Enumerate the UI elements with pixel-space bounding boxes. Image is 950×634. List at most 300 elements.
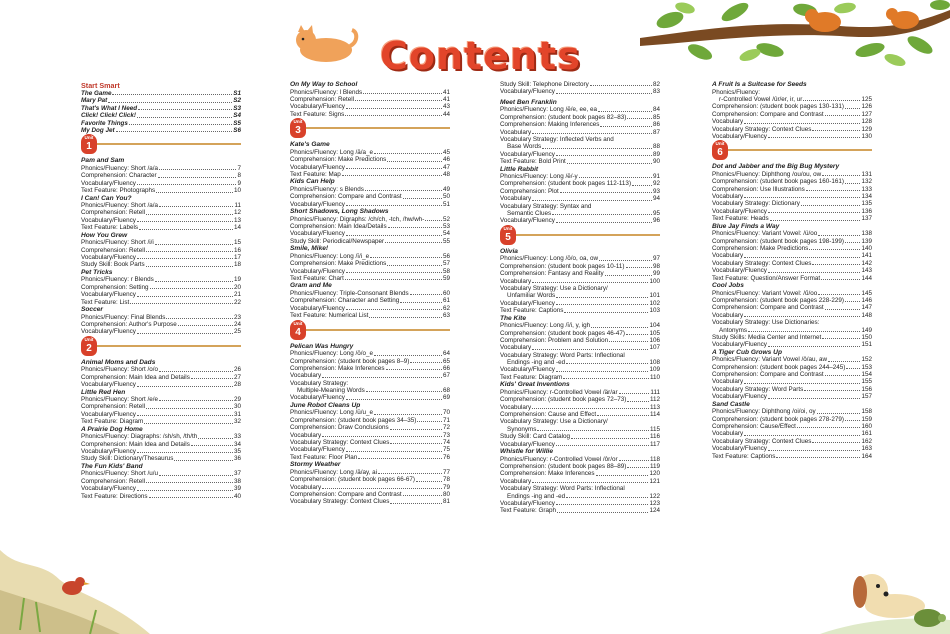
dot-leader: [803, 100, 860, 101]
entry-title: Comprehension: Compare and Contrast: [290, 490, 402, 498]
story-title: June Robot Cleans Up: [290, 401, 361, 409]
toc-entry: [500, 493, 660, 500]
toc-entry: [290, 216, 450, 223]
entry-title: Phonics/Fluency: s Blends: [290, 185, 364, 193]
toc-entry: [290, 201, 450, 208]
page-number: 136: [861, 207, 872, 215]
page-number: 117: [649, 440, 660, 448]
entry-title: Text Feature: Map: [290, 170, 341, 178]
entry-title: Vocabulary/Fluency: [712, 393, 767, 401]
entry-title: Vocabulary/Fluency: [290, 267, 345, 275]
dot-leader: [108, 102, 232, 103]
page-number: 95: [652, 210, 660, 218]
page-number: 25: [233, 328, 241, 336]
entry-title: Text Feature: Floor Plan: [290, 453, 358, 461]
page-number: 34: [233, 440, 241, 448]
entry-title: Vocabulary Strategy: Dictionary: [712, 200, 800, 208]
dot-leader: [809, 249, 860, 250]
toc-entry: [500, 210, 660, 217]
dot-leader: [386, 369, 442, 370]
toc-entry: [500, 433, 660, 440]
dot-leader: [191, 378, 233, 379]
toc-entry: [500, 426, 660, 433]
entry-title: Vocabulary/Fluency: [290, 394, 345, 402]
entry-title: Phonics/Fluency: Long /ī/i_e: [290, 252, 370, 260]
entry-title: Comprehension: Retell: [81, 477, 146, 485]
toc-entry: [500, 389, 660, 396]
dot-leader: [557, 512, 648, 513]
page-number: 109: [649, 366, 660, 374]
toc-entry: [500, 180, 660, 187]
dot-leader: [563, 378, 649, 379]
toc-entry: [290, 312, 450, 319]
dot-leader: [112, 94, 232, 95]
entry-title: Vocabulary/Fluency: [712, 207, 767, 215]
dot-leader: [388, 227, 442, 228]
page-number: 142: [861, 259, 872, 267]
dot-leader: [556, 222, 652, 223]
page-number: 105: [649, 329, 660, 337]
page-number: 159: [861, 415, 872, 423]
toc-entry: [712, 416, 872, 423]
page-number: 53: [442, 223, 450, 231]
toc-entry: [290, 186, 450, 193]
dot-leader: [138, 109, 232, 110]
page-number: S2: [233, 97, 241, 105]
toc-entry: [712, 290, 872, 297]
story-title: Animal Moms and Dads: [81, 358, 156, 366]
toc-entry: [81, 485, 241, 492]
dot-leader: [129, 124, 232, 125]
dot-leader: [363, 93, 442, 94]
dot-leader: [812, 442, 860, 443]
entry-title: Comprehension: Making Inferences: [500, 121, 600, 129]
dot-leader: [159, 400, 233, 401]
story-title: A Fruit Is a Suitcase for Seeds: [712, 81, 807, 88]
dot-leader: [137, 184, 237, 185]
page-number: 139: [861, 237, 872, 245]
dot-leader: [627, 467, 649, 468]
entry-title: Text Feature: Question/Answer Format: [712, 274, 821, 282]
toc-entry: [290, 164, 450, 171]
page-number: 96: [652, 217, 660, 225]
toc-entry: [712, 245, 872, 252]
toc-entry: [500, 418, 660, 425]
dot-leader: [768, 450, 861, 451]
dot-leader: [845, 420, 861, 421]
page-number: 12: [233, 209, 241, 217]
entry-title: Phonics/Fluency: Short /u/u: [81, 470, 159, 478]
dot-leader: [817, 413, 861, 414]
entry-title: Vocabulary: [500, 477, 532, 485]
dot-leader: [804, 390, 860, 391]
entry-title: Phonics/Fluency: Long /ē/-y: [500, 173, 578, 181]
dot-leader: [137, 258, 233, 259]
entry-title: Phonics/Fluency:: [712, 88, 760, 96]
unit-number: 1: [86, 141, 92, 153]
toc-entry: [500, 136, 660, 143]
dot-leader: [532, 133, 652, 134]
entry-title: Comprehension: Cause/Effect: [712, 423, 796, 430]
entry-title: Text Feature: Chart: [290, 275, 344, 282]
toc-column-1: [81, 81, 241, 500]
toc-entry: [81, 247, 241, 254]
toc-entry: [712, 378, 872, 385]
unit-divider: [81, 134, 241, 156]
entry-title: Study Skill: Dictionary/Thesaurus: [81, 455, 174, 463]
entry-title: Comprehension: Retell: [81, 246, 146, 254]
toc-entry: [290, 230, 450, 237]
page-number: 143: [861, 267, 872, 275]
entry-title: Comprehension: Character: [81, 172, 157, 180]
page-number: 133: [861, 185, 872, 193]
entry-title: Text Feature: Diagram: [81, 418, 144, 426]
page-number: 141: [861, 252, 872, 260]
page-number: 127: [861, 110, 872, 118]
entry-title: Vocabulary/Fluency: [712, 267, 767, 275]
toc-entry: [81, 374, 241, 381]
page-number: 99: [652, 270, 660, 278]
toc-entry: [290, 238, 450, 245]
page-number: 17: [233, 254, 241, 262]
toc-entry: [81, 217, 241, 224]
page-number: 101: [649, 292, 660, 300]
page-number: 102: [649, 299, 660, 307]
entry-title: Vocabulary: [712, 378, 744, 386]
unit-divider: [290, 320, 450, 342]
toc-entry: [290, 439, 450, 446]
toc-entry: [500, 441, 660, 448]
entry-title: Vocabulary: [290, 372, 322, 380]
unit-rule: [298, 329, 450, 331]
dot-leader: [627, 118, 652, 119]
page-number: 39: [233, 485, 241, 493]
toc-entry: [712, 423, 872, 430]
dot-leader: [155, 281, 233, 282]
toc-entry: [712, 319, 872, 326]
page-number: 57: [442, 260, 450, 268]
dot-leader: [146, 251, 233, 252]
entry-title: Phonics/Fluency: Long /ā/ay, ai: [290, 468, 378, 476]
page-number: 148: [861, 311, 872, 319]
entry-title: Vocabulary: [500, 195, 532, 203]
dot-leader: [159, 169, 236, 170]
page-number: 49: [442, 185, 450, 193]
dot-leader: [556, 297, 648, 298]
entry-title: Comprehension: Compare and Contrast: [290, 193, 402, 201]
dot-leader: [374, 355, 442, 356]
dot-leader: [768, 212, 861, 213]
entry-title: Comprehension: (student book pages 46-47): [500, 329, 625, 337]
entry-title: Comprehension: Use Illustrations: [712, 185, 805, 193]
entry-title: Vocabulary/Fluency: [500, 366, 555, 374]
story-title: I Can! Can You?: [81, 194, 132, 202]
page-number: 14: [233, 224, 241, 232]
toc-entry: [500, 300, 660, 307]
page-number: 16: [233, 246, 241, 254]
dot-leader: [564, 312, 648, 313]
dot-leader: [417, 421, 442, 422]
story-title: Little Red Hen: [81, 388, 126, 396]
toc-entry: [81, 470, 241, 477]
story-title: Gram and Me: [290, 282, 332, 290]
dot-leader: [619, 460, 649, 461]
entry-title: Comprehension: (student book pages 88–89): [500, 462, 627, 470]
story-title: On My Way to School: [290, 81, 358, 88]
page-number: 45: [442, 148, 450, 156]
page-number: 74: [442, 439, 450, 447]
entry-title: Vocabulary/Fluency: [712, 445, 767, 453]
entry-title: Synonyms: [507, 425, 537, 433]
dot-leader: [146, 266, 233, 267]
toc-entry: [290, 424, 450, 431]
entry-title: Phonics/Fluency: Long /ō/o_e: [290, 350, 373, 358]
toc-entry: [500, 470, 660, 477]
dot-leader: [410, 362, 442, 363]
unit-badge: [500, 225, 516, 245]
page-number: S5: [233, 119, 241, 127]
entry-title: Vocabulary/Fluency: [290, 163, 345, 171]
toc-entry: [712, 312, 872, 319]
dot-leader: [387, 265, 442, 266]
toc-entry: [712, 334, 872, 341]
entry-title: Unfamiliar Words: [507, 292, 556, 300]
entry-title: Comprehension: (student book pages 228-229): [712, 296, 844, 304]
page-number: 23: [233, 313, 241, 321]
toc-entry: [500, 88, 660, 95]
entry-title: Phonics/Fluency: r-Controlled Vowel /ôr/or: [500, 455, 618, 463]
unit-number: 6: [717, 147, 723, 159]
toc-entry: [290, 358, 450, 365]
page-number: 163: [861, 445, 872, 453]
toc-entry: [290, 223, 450, 230]
page-number: 91: [652, 173, 660, 181]
dot-leader: [369, 317, 442, 318]
toc-entry: [712, 193, 872, 200]
dot-leader: [137, 221, 233, 222]
page-number: 135: [861, 200, 872, 208]
toc-entry: [290, 446, 450, 453]
entry-title: Text Feature: Photographs: [81, 187, 156, 195]
toc-entry: [712, 238, 872, 245]
page-number: 64: [442, 350, 450, 358]
unit-divider: [712, 140, 872, 162]
toc-entry: [81, 403, 241, 410]
dot-leader: [821, 279, 860, 280]
page-number: 69: [442, 394, 450, 402]
story-title: Dot and Jabber and the Big Bug Mystery: [712, 163, 840, 171]
toc-entry: [81, 97, 241, 104]
toc-entry: [81, 172, 241, 179]
toc-entry: [81, 478, 241, 485]
dot-leader: [552, 214, 652, 215]
page-number: 115: [649, 425, 660, 433]
entry-title: Vocabulary: [712, 193, 744, 201]
entry-title: Phonics/Fluency: Short /a/a: [81, 164, 159, 172]
toc-entry: [500, 374, 660, 381]
toc-column-4: [712, 81, 872, 460]
toc-entry: [81, 299, 241, 306]
page-number: 84: [652, 106, 660, 114]
dot-leader: [400, 302, 442, 303]
toc-entry: [290, 491, 450, 498]
entry-title: Comprehension: Make Inferences: [500, 470, 595, 478]
toc-entry: [712, 297, 872, 304]
dot-leader: [532, 200, 652, 201]
toc-entry: [81, 396, 241, 403]
entry-title: Vocabulary Strategy: Context Clues: [290, 439, 390, 447]
entry-title: Vocabulary Strategy: Use Dictionaries:: [712, 319, 820, 327]
page-number: 129: [861, 125, 872, 133]
dot-leader: [146, 408, 233, 409]
dot-leader: [806, 190, 861, 191]
dot-leader: [744, 435, 860, 436]
entry-title: Comprehension: (student book pages 130-131): [712, 103, 844, 111]
dot-leader: [342, 175, 442, 176]
page-number: 55: [442, 237, 450, 245]
unit-divider: [81, 336, 241, 358]
dot-leader: [818, 235, 860, 236]
entry-title: Text Feature: Heads: [712, 215, 769, 223]
dot-leader: [822, 175, 860, 176]
dog-turtle-illustration: [820, 520, 950, 634]
entry-title: Phonics/Fluency: Digraphs: /ch/ch, -tch, /hw/wh-: [290, 215, 425, 223]
dot-leader: [156, 192, 233, 193]
page-number: 78: [442, 476, 450, 484]
entry-title: Vocabulary Strategy: Syntax and: [500, 202, 592, 210]
entry-title: Vocabulary/Fluency: [81, 448, 136, 456]
page-number: 104: [649, 322, 660, 330]
toc-entry: [712, 230, 872, 237]
story-title: How You Grew: [81, 231, 128, 239]
toc-entry: [81, 254, 241, 261]
toc-entry: [290, 476, 450, 483]
toc-entry: [81, 209, 241, 216]
page-number: S4: [233, 112, 241, 120]
toc-entry: [81, 321, 241, 328]
entry-title: Comprehension: (student book pages 112-113): [500, 180, 632, 188]
story-title: The Fun Kids' Band: [81, 462, 143, 470]
toc-entry: [500, 263, 660, 270]
toc-entry: [712, 341, 872, 348]
page-number: 21: [233, 291, 241, 299]
toc-entry: [500, 173, 660, 180]
toc-entry: [81, 441, 241, 448]
page-number: 98: [652, 262, 660, 270]
page-number: 119: [649, 462, 660, 470]
entry-title: Comprehension: Author's Purpose: [81, 320, 177, 328]
page-number: 60: [442, 289, 450, 297]
toc-entry: [81, 493, 241, 500]
entry-title: Comprehension: (student book pages 278-279): [712, 415, 844, 423]
entry-title: That's What I Need: [81, 104, 138, 112]
entry-title: Phonics/Fluency: Short /o/o: [81, 366, 159, 374]
toc-entry: [81, 224, 241, 231]
page-number: 153: [861, 363, 872, 371]
page-number: 72: [442, 424, 450, 432]
entry-title: Phonics/Fluency: Short /i/i: [81, 239, 154, 247]
dot-leader: [130, 303, 233, 304]
entry-title: Text Feature: Bold Print: [500, 158, 566, 166]
dot-leader: [178, 325, 233, 326]
entry-title: Mary Pat: [81, 97, 108, 105]
toc-entry: [290, 372, 450, 379]
entry-title: Comprehension: Problem and Solution: [500, 336, 609, 344]
page-number: 155: [861, 378, 872, 386]
page-number: 81: [442, 498, 450, 506]
unit-badge: [712, 140, 728, 160]
entry-title: Vocabulary Strategy: Context Clues: [712, 437, 812, 445]
entry-title: Comprehension: Compare and Contrast: [712, 304, 824, 312]
toc-entry: [290, 454, 450, 461]
dot-leader: [600, 126, 652, 127]
page-number: 146: [861, 296, 872, 304]
dot-leader: [748, 331, 860, 332]
dot-leader: [346, 108, 442, 109]
page-number: 147: [861, 304, 872, 312]
entry-title: Vocabulary Strategy: Inflected Verbs and: [500, 135, 614, 143]
page-number: 26: [233, 366, 241, 374]
toc-entry: [712, 111, 872, 118]
entry-title: Vocabulary/Fluency: [81, 216, 136, 224]
entry-title: Vocabulary Strategy: Context Clues: [712, 259, 812, 267]
entry-title: Phonics/Fluency: Triple-Consonant Blends: [290, 289, 409, 297]
toc-entry: [712, 103, 872, 110]
page-number: 97: [652, 255, 660, 263]
toc-entry: [712, 252, 872, 259]
toc-entry: [712, 260, 872, 267]
toc-entry: [712, 275, 872, 282]
entry-title: Vocabulary/Fluency: [500, 440, 555, 448]
toc-entry: [81, 180, 241, 187]
toc-entry: [712, 453, 872, 460]
dot-leader: [770, 220, 861, 221]
dot-leader: [149, 497, 233, 498]
toc-entry: [290, 350, 450, 357]
toc-entry: [290, 156, 450, 163]
entry-title: Study Skills: Media Center and Internet: [712, 333, 822, 341]
unit-number: 2: [86, 342, 92, 354]
dot-leader: [845, 108, 861, 109]
toc-entry: [500, 478, 660, 485]
toc-entry: [500, 151, 660, 158]
page-number: 52: [442, 215, 450, 223]
entry-title: Vocabulary/Fluency: [500, 217, 555, 225]
dot-leader: [191, 445, 233, 446]
dot-leader: [403, 198, 442, 199]
toc-entry: [712, 386, 872, 393]
dot-leader: [166, 318, 233, 319]
page-number: 112: [649, 396, 660, 404]
toc-entry: [290, 387, 450, 394]
page-number: 73: [442, 431, 450, 439]
dot-leader: [599, 260, 652, 261]
entry-title: Vocabulary/Fluency: [290, 103, 345, 111]
page-number: 118: [649, 455, 660, 463]
dot-leader: [845, 301, 861, 302]
toc-entry: [290, 432, 450, 439]
story-title: Little Rabbit: [500, 165, 539, 173]
entry-title: Vocabulary Strategy:: [290, 379, 349, 387]
entry-title: Phonics/Fluency: Short /a/a: [81, 202, 159, 210]
entry-title: Comprehension: Main Idea/Details: [290, 223, 387, 231]
toc-entry: [81, 381, 241, 388]
unit-badge: [290, 320, 306, 340]
dot-leader: [566, 497, 648, 498]
entry-title: Text Feature: Captions: [500, 307, 564, 315]
dot-leader: [591, 327, 648, 328]
entry-title: Comprehension: (student book pages 244–245): [712, 363, 846, 371]
